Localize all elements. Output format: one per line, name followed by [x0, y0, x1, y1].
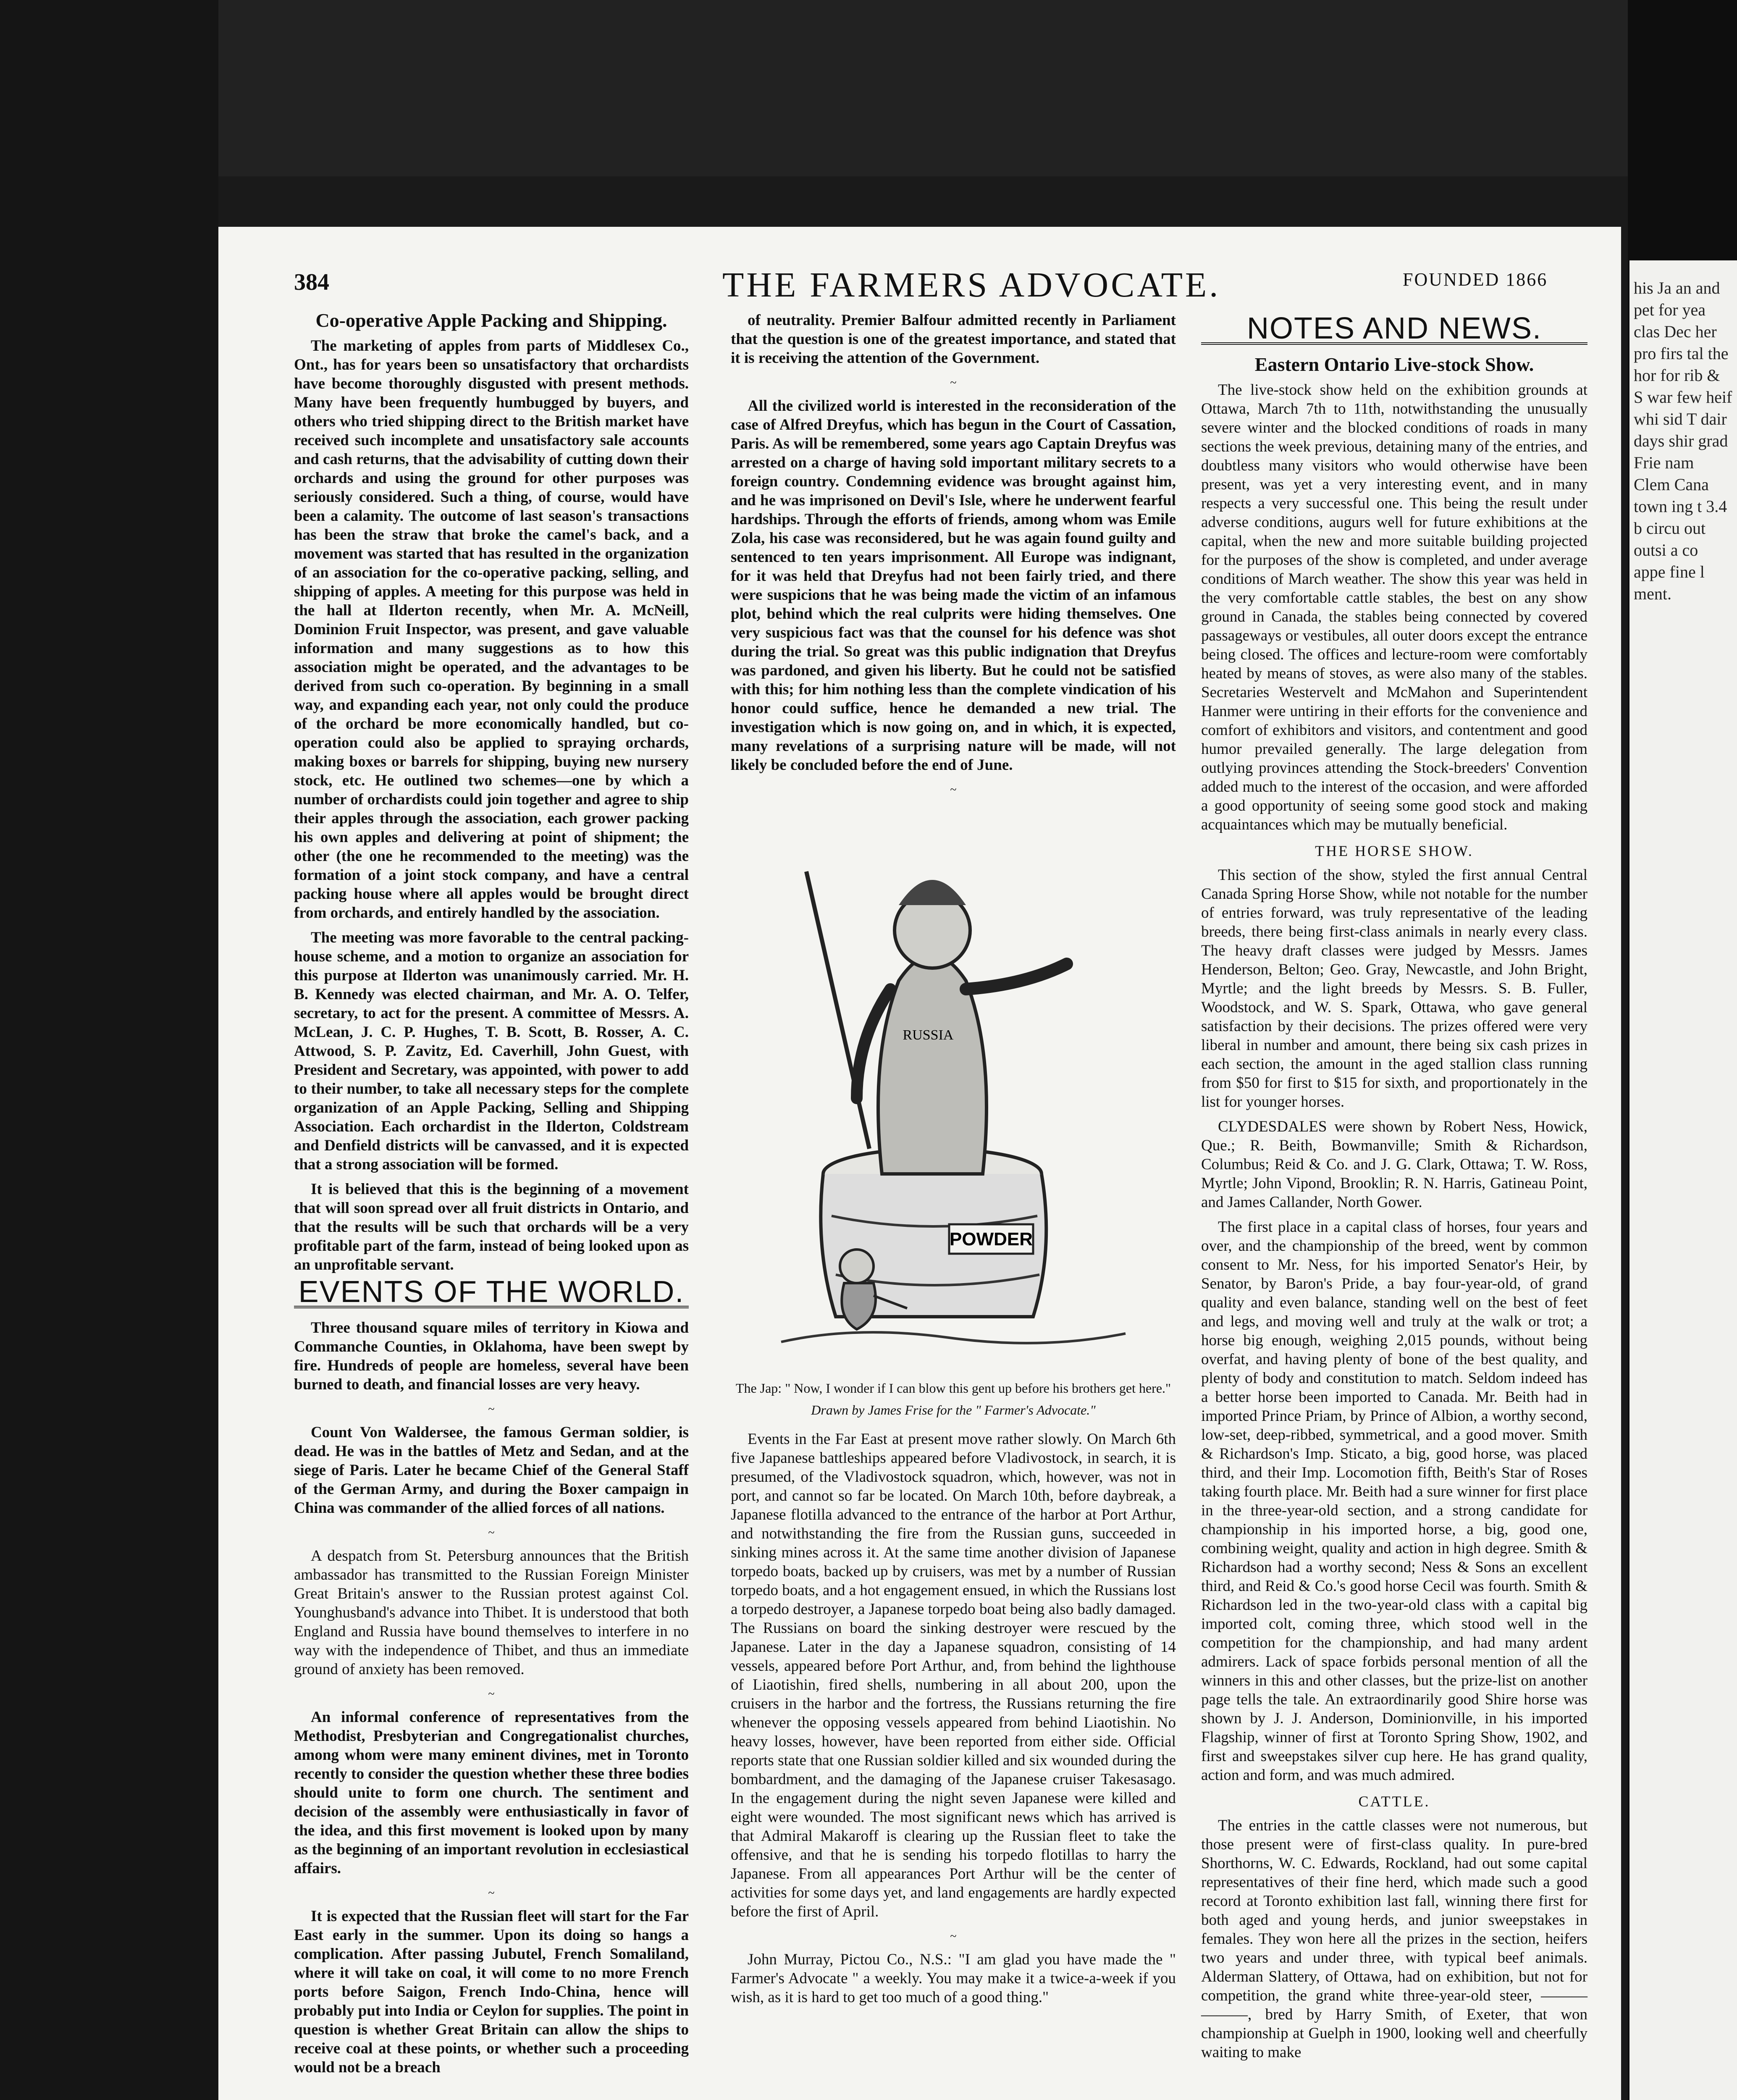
article-paragraph: The marketing of apples from parts of Middlesex Co., Ont., has for years been so unsatisfactory that orchardists have become thoroughly disgusted with present methods. Many have been frequently humbugged by buyers, and others who tried shipping direct to the British market have received such incomplete and unsatisfactory sale accounts and cash returns, that the advisability of cutting down their orchards and using the ground for other purposes was seriously considered. Such a thing, of course, would have been a calamity. The outcome of last season's transactions has been the straw that broke the camel's back, and a movement was started that has resulted in the organization of an association for the co-operative packing, selling, and shipping of apples. A meeting for this purpose was held in the hall at Ilderton recently, when Mr. A. McNeill, Dominion Fruit Inspector, was present, and gave valuable information and many suggestions as to how this association might be operated, and the advantages to be derived from such co-operation. By beginning in a small way, and expanding each year, not only could the produce of the orchard be more economically handled, but co-operation could also be applied to spraying orchards, making boxes or barrels for shipping, buying new nursery stock, etc. He outlined two schemes—one by which a number of orchardists could join together and agree to ship their apples through the association, each grower packing his own apples and delivering at point of shipment; the other (the one he recommended to the meeting) was the formation of a joint stock company, and have a central packing house where all apples would be brought direct from orchards, and entirely handled by the association.: [294, 337, 689, 921]
subheading-cattle: CATTLE.: [1358, 1793, 1430, 1810]
article-paragraph: It is believed that this is the beginning of a movement that will soon spread over all fruit districts in Ontario, and that the results will be such that orchards will be a very profitable part of the farm, instead of being looked upon as an unprofitable servant.: [294, 1181, 689, 1273]
article-paragraph: All the civilized world is interested in the reconsideration of the case of Alfred Dreyfus, which has begun in the Court of Cassation, Paris. As will be remembered, some years ago Captain Dreyfus was arrested on a charge of having sold important military secrets to a foreign country. Condemning evidence was brought against him, and he was imprisoned on Devil's Isle, where he underwent fearful hardships. Through the efforts of friends, among whom was Emile Zola, his case was reconsidered, but he was again found guilty and sentenced to ten years imprisonment. All Europe was indignant, for it was held that Dreyfus had not been fairly tried, and there were suspicions that he was being made the victim of an infamous plot, behind which the real culprits were hiding themselves. One very suspicious fact was that the counsel for his defence was shot during the trial. So great was this public indignation that Dreyfus was pardoned, and given his liberty. But he could not be satisfied with this; for him nothing less than the complete vindication of his honor could suffice, hence he demanded a new trial. The investigation which is now going on, and in which, it is expected, many revelations of a surprising nature will be made, will not likely be concluded before the end of June.: [731, 397, 1176, 774]
adjacent-page-fragment: [1629, 260, 1737, 2100]
cartoon-label-powder: POWDER: [950, 1229, 1033, 1250]
cartoon-illustration: [731, 804, 1176, 1376]
article-paragraph: The entries in the cattle classes were not numerous, but those present were of first-class quality. In pure-bred Shorthorns, W. C. Edwards, Rockland, had out some capital representatives of their fine herd, which made such a good record at Toronto exhibition last fall, winning there first for both aged and young herds, and junior sweepstakes in females. They won here all the prizes in the section, heifers two years and under three, with typical beef animals. Alderman Slattery, of Ottawa, had on exhibition, but not for competition, the grand white three-year-old steer, ——— ———, bred by Harry Smith, of Exeter, that won championship at Guelph in 1900, looking well and cheerfully waiting to make: [1201, 1817, 1587, 2061]
article-paragraph: The first place in a capital class of horses, four years and over, and the championship of the breed, went by common consent to Mr. Ness, for his imported Senator's Heir, by Senator, by Baron's Pride, a bay four-year-old, of grand quality and even balance, standing well on the best of feet and legs, and moving well and truly at the walk or trot; a horse big enough, weighing 2,015 pounds, without being overfat, and having plenty of bone of the best quality, and plenty of body and constitution to match. Seldom indeed has a better horse been imported to Canada. Mr. Beith had in imported Prince Priam, by Prince of Albion, a worthy second, low-set, deep-ribbed, symmetrical, and a good mover. Smith & Richardson's Imp. Sticato, a big, good horse, was placed third, and their Imp. Locomotion fifth, Beith's Star of Roses taking fourth place. Mr. Beith had a sure winner for first place in the three-year-old section, and a strong candidate for championship in his imported horse, a big, good one, combining weight, quality and action in high degree. Smith & Richardson had a worthy second; Ness & Sons an excellent third, and Reid & Co.'s good horse Cecil was fourth. Smith & Richardson led in the two-year-old class with a capital big imported colt, coming three, which stood well in the competition for the championship, and had many ardent admirers. Lack of space forbids personal mention of all the winners in this and other classes, but the prize-list on another page tells the tale. An extraordinarily good Shire horse was shown by J. J. Anderson, Dominionville, in his imported Flagship, winner of first at Toronto Spring Show, 1902, and first and sweepstakes silver cup here. He has grand quality, action and form, and was much admired.: [1201, 1218, 1587, 1784]
column-middle: [731, 311, 1176, 2013]
cartoon-credit: Drawn by James Frise for the " Farmer's Advocate.": [811, 1402, 1096, 1418]
article-paragraph: This section of the show, styled the first annual Central Canada Spring Horse Show, while not notable for the number of entries forward, was truly representative of the leading breeds, there being first-class animals in nearly every class. The heavy draft classes were judged by Messrs. James Henderson, Belton; Geo. Gray, Newcastle, and John Bright, Myrtle; and the light breeds by Messrs. S. B. Fuller, Woodstock, and W. S. Spark, Ottawa, who gave general satisfaction by their decisions. The prizes offered were very liberal in number and amount, there being six cash prizes in each section, the amount in the aged stallion class running from $50 for first to $15 for sixth, and proportionately in the list for younger horses.: [1201, 866, 1587, 1110]
column-left: [294, 311, 689, 2083]
article-paragraph: of neutrality. Premier Balfour admitted recently in Parliament that the question is one of the greatest importance, and stated that it is receiving the attention of the Government.: [731, 312, 1176, 367]
article-title-livestock-show: Eastern Ontario Live-stock Show.: [1254, 354, 1534, 375]
adjacent-page-text: his Ja an and pet for yea clas Dec her pro firs tal the hor for rib & S war few heif whi sid T dair days shir grad Frie nam Clem Cana town ing t 3.4 b circu out outsi a co appe fine l ment.: [1634, 278, 1732, 603]
cartoon-caption: The Jap: " Now, I wonder if I can blow this gent up before his brothers get here.": [735, 1381, 1171, 1396]
separator-mark: ~: [488, 1688, 495, 1701]
article-paragraph: The meeting was more favorable to the central packing-house scheme, and a motion to organize an association for this purpose at Ilderton was unanimously carried. Mr. H. B. Kennedy was elected chairman, and Mr. A. O. Telfer, secretary, to act for the present. A committee of Messrs. A. McLean, J. C. P. Hughes, T. B. Scott, B. Rosser, A. C. Attwood, S. P. Zavitz, Ed. Caverhill, John Guest, with President and Secretary, was appointed, with power to add to their number, to take all necessary steps for the complete organization of an Apple Packing, Selling and Shipping Association. Each orchardist in the Ilderton, Coldstream and Denfield districts will be canvassed, and it is expected that a strong association will be formed.: [294, 929, 689, 1173]
scan-background-top: [0, 0, 1737, 176]
article-title-apple-packing: Co-operative Apple Packing and Shipping.: [315, 310, 667, 331]
subheading-horse-show: THE HORSE SHOW.: [1315, 843, 1474, 859]
founded-label: FOUNDED 1866: [1403, 269, 1548, 290]
cartoon-label-russia: RUSSIA: [903, 1027, 954, 1043]
page-number: 384: [294, 269, 329, 295]
separator-mark: ~: [950, 783, 957, 796]
event-item: Three thousand square miles of territory in Kiowa and Commanche Counties, in Oklahoma, have been swept by fire. Hundreds of people are homeless, several have been burned to death, and financial losses are very heavy.: [294, 1319, 689, 1393]
scan-background-left: [0, 0, 218, 2100]
article-body-apple-packing: [294, 336, 689, 1274]
event-item: Count Von Waldersee, the famous German soldier, is dead. He was in the battles of Metz and Sedan, and at the siege of Paris. Later he became Chief of the General Staff of the German Army, and during the Boxer campaign in China was commander of the allied forces of all nations.: [294, 1424, 689, 1517]
masthead: THE FARMERS ADVOCATE.: [722, 265, 1221, 304]
notes-banner: NOTES AND NEWS.: [1201, 319, 1587, 345]
event-item: It is expected that the Russian fleet will start for the Far East early in the summer. Upon its doing so hangs a complication. After passing Jubutel, French Somaliland, where it will take on coal, it will come to no more French ports before Saigon, French Indo-China, hence will probably put into India or Ceylon for supplies. The point in question is whether Great Britain can allow the ships to receive coal at these points, or whether such a proceeding would not be a breach: [294, 1908, 689, 2076]
separator-mark: ~: [488, 1526, 495, 1539]
event-item: A despatch from St. Petersburg announces that the British ambassador has transmitted to the Russian Foreign Minister Great Britain's answer to the Russian protest against Col. Younghusband's advance into Thibet. It is understood that both England and Russia have bound themselves to interfere in no way with the independence of Thibet, and thus an immediate ground of anxiety has been removed.: [294, 1547, 689, 1678]
separator-mark: ~: [488, 1403, 495, 1416]
separator-mark: ~: [488, 1887, 495, 1900]
separator-mark: ~: [950, 376, 957, 389]
column-right: [1201, 311, 1587, 2068]
article-paragraph: CLYDESDALES were shown by Robert Ness, Howick, Que.; R. Beith, Bowmanville; Smith & Richardson, Columbus; Reid & Co. and J. G. Clark, Ottawa; T. W. Ross, Myrtle; John Vipond, Brooklin; R. N. Harris, Gatineau Point, and James Callander, North Gower.: [1201, 1118, 1587, 1211]
article-paragraph: Events in the Far East at present move rather slowly. On March 6th five Japanese battleships appeared before Vladivostock, in search, it is presumed, of the Vladivostock squadron, which, however, was not in port, and cannot so far be located. On March 10th, before daybreak, a Japanese flotilla advanced to the entrance of the harbor at Port Arthur, and notwithstanding the fire from the Russian guns, succeeded in sinking mines across it. At the same time another division of Japanese torpedo boats, backed up by cruisers, was met by a number of Russian torpedo boats, and a hot engagement ensued, in which the Russians lost a torpedo destroyer, a Japanese torpedo boat being also badly damaged. The Russians on board the sinking destroyer were rescued by the Japanese. Later in the day a Japanese squadron, consisting of 14 vessels, appeared before Port Arthur, and, from behind the lighthouse of Liaotishin, fired shells, numbering in all about 200, upon the cruisers in the harbor and the fortress, the Russians returning the fire whenever the opposing vessels appeared from behind Liaotishin. No heavy losses, however, have been reported from either side. Official reports state that one Russian soldier killed and six wounded during the bombardment, and the damaging of the Japanese cruiser Takesasago. In the engagement during the night seven Japanese were killed and eight were wounded. The most significant news which has arrived is that Admiral Makaroff is clearing up the Russian fleet to take the offensive, and that he is sending his torpedo flotillas to harry the Japanese. From all appearances Port Arthur will be the center of activities for some days yet, and land engagements are hardly expected before the first of April.: [731, 1431, 1176, 1920]
reader-letter: John Murray, Pictou Co., N.S.: "I am glad you have made the " Farmer's Advocate " a weekly. You may make it a twice-a-week if you wish, as it is hard to get too much of a good thing.": [731, 1951, 1176, 2006]
separator-mark: ~: [950, 1930, 957, 1943]
event-item: An informal conference of representatives from the Methodist, Presbyterian and Congregationalist churches, among whom were many eminent divines, met in Toronto recently to consider the question whether these three bodies should unite to form one church. The sentiment and decision of the assembly were enthusiastically in favor of the idea, and this first movement is looked upon by many as the beginning of an important revolution in ecclesiastical affairs.: [294, 1709, 689, 1877]
newspaper-page: [218, 227, 1621, 2100]
political-cartoon: [731, 804, 1176, 1376]
article-paragraph: The live-stock show held on the exhibition grounds at Ottawa, March 7th to 11th, notwithstanding the unusually severe winter and the blocked conditions of roads in many sections the week previous, detaining many of the entries, and doubtless many visitors who would otherwise have been present, was yet a very interesting event, and in many respects a very successful one. This being the result under adverse conditions, augurs well for future exhibitions at the capital, when the new and more suitable building projected for the purposes of the show is completed, and under average conditions of March weather. The show this year was held in the very comfortable cattle stables, the best on any show ground in Canada, the stables being connected by covered passageways or vestibules, all outer doors except the entrance being closed. The offices and lecture-room were comfortably heated by means of stoves, as were also many of the stables. Secretaries Westervelt and McMahon and Superintendent Hanmer were untiring in their efforts for the convenience and comfort of exhibitors and visitors, and contentment and good humor prevailed generally. The large delegation from outlying provinces attending the Stock-breeders' Convention added much to the interest of the occasion, and were afforded a good opportunity of seeing some good stock and making acquaintances which may be mutually beneficial.: [1201, 381, 1587, 833]
events-banner: EVENTS OF THE WORLD.: [294, 1283, 689, 1308]
